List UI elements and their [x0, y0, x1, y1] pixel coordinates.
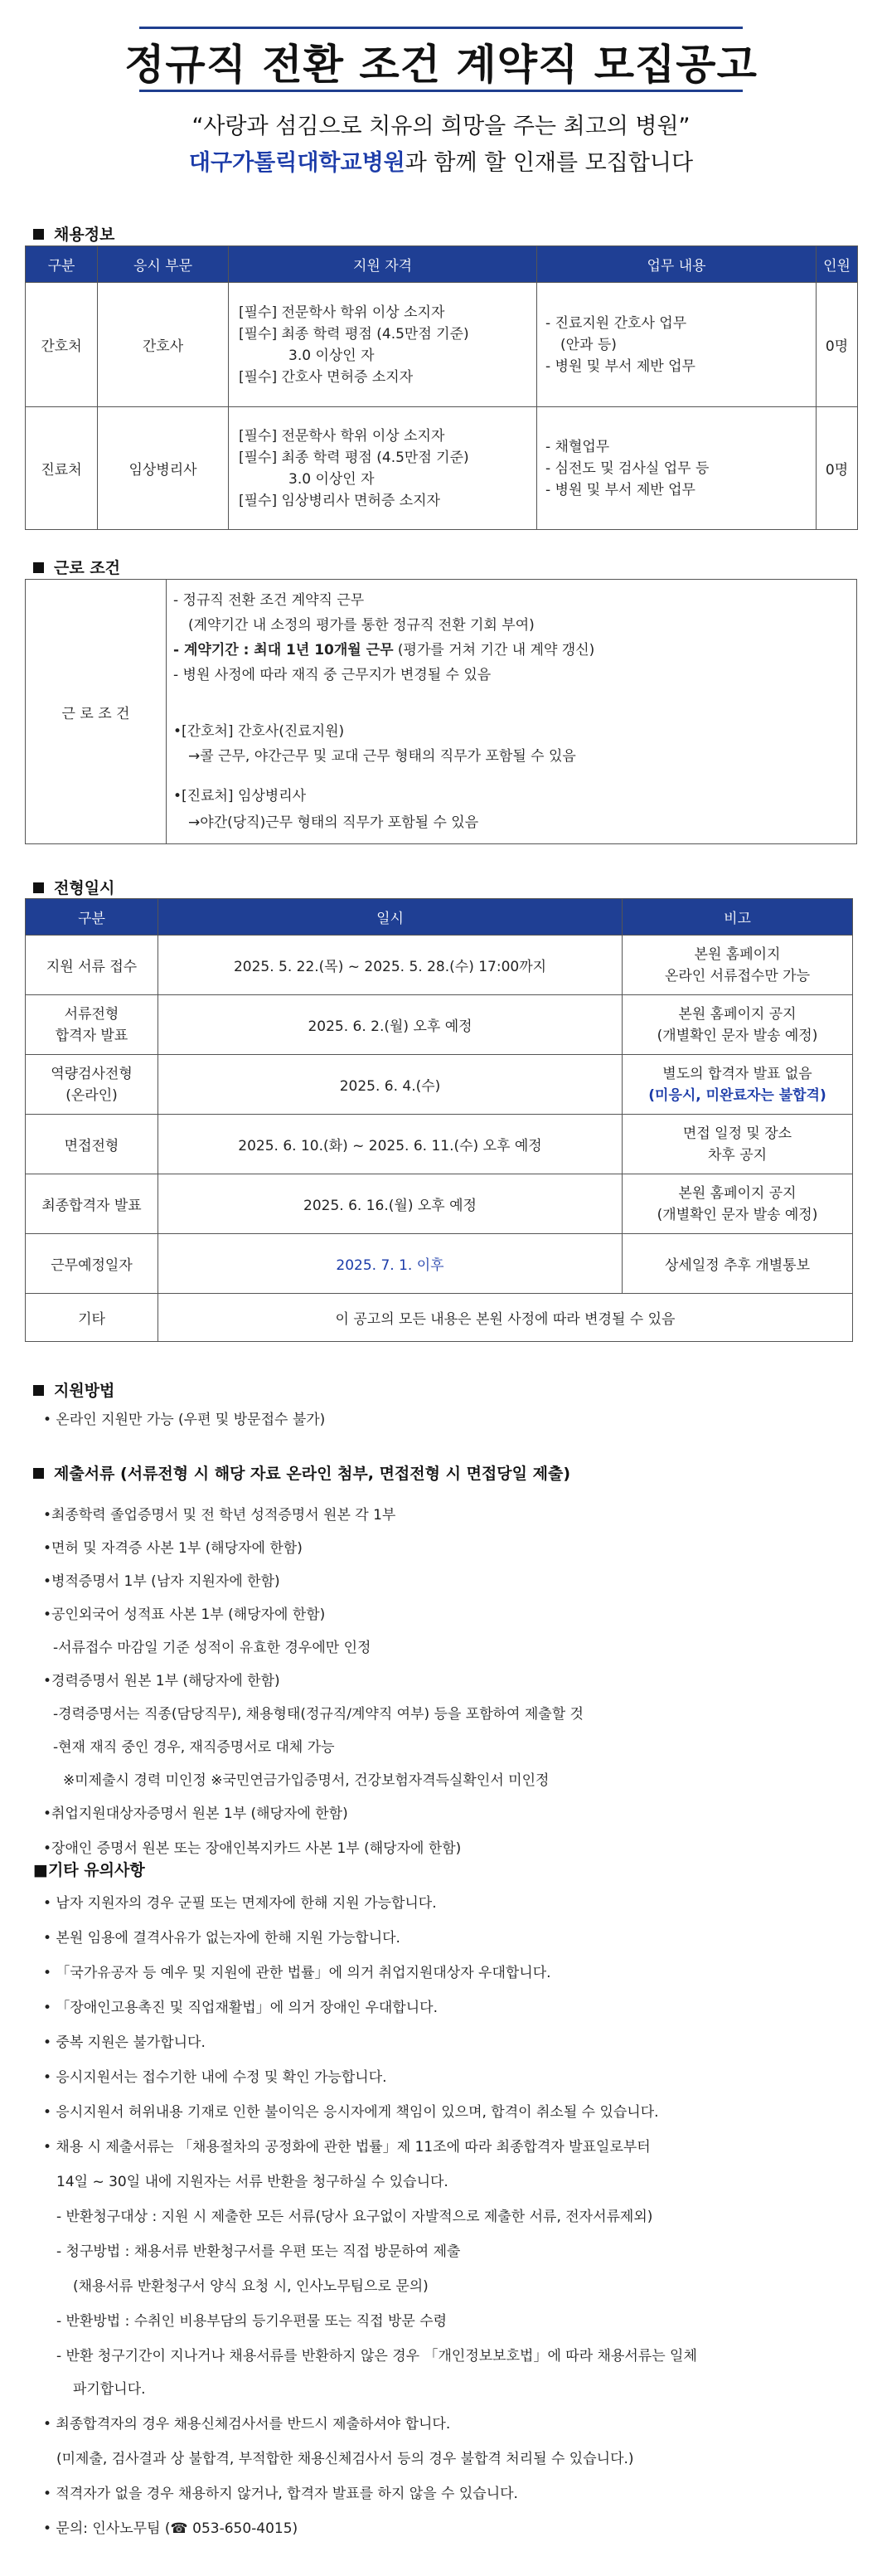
col-header: 일시	[158, 899, 623, 936]
table-row	[26, 283, 858, 407]
stage-cell: 서류전형 합격자 발표	[26, 995, 158, 1055]
bullet-square-icon	[33, 1385, 44, 1396]
section-schedule-heading: 전형일시	[33, 876, 114, 898]
col-header: 인원	[817, 246, 858, 283]
note-cell: 본원 홈페이지 공지 (개별확인 문자 발송 예정)	[623, 995, 853, 1055]
note-item: - 반환방법 : 수취인 비용부담의 등기우편물 또는 직접 방문 수령	[56, 2313, 448, 2330]
table-row	[26, 1115, 853, 1174]
section-docs-heading: 제출서류 (서류전형 시 해당 자료 온라인 첨부, 면접전형 시 면접당일 제출)	[33, 1461, 570, 1484]
note-cell: 본원 홈페이지 공지 (개별확인 문자 발송 예정)	[623, 1174, 853, 1234]
bullet-square-icon	[33, 882, 44, 893]
bullet-square-icon	[33, 1468, 44, 1479]
qualification-cell: [필수] 전문학사 학위 이상 소지자 [필수] 최종 학력 평점 (4.5만점 기준) 3.0 이상인 자 [필수] 임상병리사 면허증 소지자	[229, 407, 537, 530]
recruit-table	[25, 245, 858, 530]
subtitle	[0, 144, 882, 177]
work-line: •[간호처] 간호사(진료지원)	[173, 723, 345, 740]
table-row	[26, 1234, 853, 1294]
count-cell: 0명	[817, 407, 858, 530]
count-cell: 0명	[817, 283, 858, 407]
title-rule	[139, 90, 743, 92]
work-line: - 계약기간 : 최대 1년 10개월 근무 (평가를 거쳐 기간 내 계약 갱신)	[173, 642, 595, 659]
division-cell: 진료처	[26, 407, 98, 530]
qualification-cell: [필수] 전문학사 학위 이상 소지자 [필수] 최종 학력 평점 (4.5만점 기준) 3.0 이상인 자 [필수] 간호사 면허증 소지자	[229, 283, 537, 407]
doc-item: •장애인 증명서 원본 또는 장애인복지카드 사본 1부 (해당자에 한함)	[43, 1840, 462, 1857]
note-item: • 응시지원서 허위내용 기재로 인한 불이익은 응시자에게 책임이 있으며, 합격이 취소될 수 있습니다.	[43, 2104, 659, 2121]
date-cell: 2025. 6. 16.(월) 오후 예정	[158, 1174, 623, 1234]
note-item: • 적격자가 없을 경우 채용하지 않거나, 합격자 발표를 하지 않을 수 있습니다.	[43, 2486, 518, 2502]
note-cell: 상세일정 추후 개별통보	[623, 1234, 853, 1294]
doc-item: •병적증명서 1부 (남자 지원자에 한함)	[43, 1573, 280, 1590]
note-cell: 면접 일정 및 장소 차후 공지	[623, 1115, 853, 1174]
doc-item: •경력증명서 원본 1부 (해당자에 한함)	[43, 1673, 280, 1689]
note-item: - 청구방법 : 채용서류 반환청구서를 우편 또는 직접 방문하여 제출	[56, 2243, 461, 2260]
doc-item: -서류접수 마감일 기준 성적이 유효한 경우에만 인정	[53, 1640, 371, 1656]
etc-text-cell: 이 공고의 모든 내용은 본원 사정에 따라 변경될 수 있음	[158, 1294, 853, 1342]
date-cell: 2025. 7. 1. 이후	[158, 1234, 623, 1294]
bullet-square-icon	[33, 229, 44, 240]
duty-cell: - 채혈업무 - 심전도 및 검사실 업무 등 - 병원 및 부서 제반 업무	[537, 407, 817, 530]
division-cell: 간호처	[26, 283, 98, 407]
col-header: 비고	[623, 899, 853, 936]
apply-text: • 온라인 지원만 가능 (우편 및 방문접수 불가)	[43, 1412, 326, 1428]
col-header: 구분	[26, 246, 98, 283]
stage-cell: 최종합격자 발표	[26, 1174, 158, 1234]
note-item: • 본원 임용에 결격사유가 없는자에 한해 지원 가능합니다.	[43, 1930, 400, 1947]
work-label: 근 로 조 건	[26, 580, 167, 843]
doc-item: •공인외국어 성적표 사본 1부 (해당자에 한함)	[43, 1606, 326, 1623]
field-cell: 임상병리사	[98, 407, 229, 530]
work-line: →콜 근무, 야간근무 및 교대 근무 형태의 직무가 포함될 수 있음	[188, 748, 576, 765]
col-header: 지원 자격	[229, 246, 537, 283]
section-recruit-heading: 채용정보	[33, 222, 114, 245]
note-item: • 채용 시 제출서류는 「채용절차의 공정화에 관한 법률」제 11조에 따라 최종합격자 발표일로부터	[43, 2139, 651, 2156]
table-row	[26, 1174, 853, 1234]
doc-item: -경력증명서는 직종(담당직무), 채용형태(정규직/계약직 여부) 등을 포함하여 제출할 것	[53, 1706, 584, 1723]
doc-item: •면허 및 자격증 사본 1부 (해당자에 한함)	[43, 1540, 303, 1557]
page-title: 정규직 전환 조건 계약직 모집공고	[124, 41, 758, 89]
note-item: • 「장애인고용촉진 및 직업재활법」에 의거 장애인 우대합니다.	[43, 2000, 438, 2016]
doc-warning: ※미제출시 경력 미인정 ※국민연금가입증명서, 건강보험자격득실확인서 미인정	[63, 1772, 550, 1789]
etc-label-cell: 기타	[26, 1294, 158, 1342]
work-line: •[진료처] 임상병리사	[173, 788, 307, 804]
slogan: “사랑과 섬김으로 치유의 희망을 주는 최고의 병원”	[191, 114, 691, 139]
section-work-heading: 근로 조건	[33, 556, 120, 578]
date-cell: 2025. 6. 10.(화) ~ 2025. 6. 11.(수) 오후 예정	[158, 1115, 623, 1174]
subtitle-rest: 과 함께 할 인재를 모집합니다	[405, 150, 694, 176]
doc-item: •최종학력 졸업증명서 및 전 학년 성적증명서 원본 각 1부	[43, 1507, 396, 1524]
col-header: 구분	[26, 899, 158, 936]
col-header: 업무 내용	[537, 246, 817, 283]
note-item: • 「국가유공자 등 예우 및 지원에 관한 법률」에 의거 취업지원대상자 우대합니다.	[43, 1965, 551, 1981]
note-item: - 반환청구대상 : 지원 시 제출한 모든 서류(당사 요구없이 자발적으로 제출한 서류, 전자서류제외)	[56, 2209, 653, 2225]
duty-cell: - 진료지원 간호사 업무 (안과 등) - 병원 및 부서 제반 업무	[537, 283, 817, 407]
note-cell: 본원 홈페이지 온라인 서류접수만 가능	[623, 936, 853, 995]
table-row	[26, 995, 853, 1055]
note-item: - 반환 청구기간이 지나거나 채용서류를 반환하지 않은 경우 「개인정보보호법」에 따라 채용서류는 일체	[56, 2348, 697, 2365]
note-item: • 남자 지원자의 경우 군필 또는 면제자에 한해 지원 가능합니다.	[43, 1895, 437, 1912]
schedule-table	[25, 898, 853, 1342]
work-conditions-box	[25, 579, 857, 844]
contact-info: • 문의: 인사노무팀 (☎ 053-650-4015)	[43, 2520, 298, 2537]
note-item: • 최종합격자의 경우 채용신체검사서를 반드시 제출하셔야 합니다.	[43, 2416, 451, 2433]
work-line: - 병원 사정에 따라 재직 중 근무지가 변경될 수 있음	[173, 667, 492, 683]
note-item: 14일 ~ 30일 내에 지원자는 서류 반환을 청구하실 수 있습니다.	[56, 2174, 448, 2190]
recruit-header-row	[26, 246, 858, 283]
stage-cell: 면접전형	[26, 1115, 158, 1174]
note-cell: 별도의 합격자 발표 없음 (미응시, 미완료자는 불합격)	[623, 1055, 853, 1115]
date-cell: 2025. 5. 22.(목) ~ 2025. 5. 28.(수) 17:00까지	[158, 936, 623, 995]
note-item: (채용서류 반환청구서 양식 요청 시, 인사노무팀으로 문의)	[73, 2278, 429, 2295]
bullet-square-icon	[33, 562, 44, 573]
stage-cell: 지원 서류 접수	[26, 936, 158, 995]
stage-cell: 역량검사전형 (온라인)	[26, 1055, 158, 1115]
section-notes-heading: ■기타 유의사항	[33, 1861, 145, 1879]
schedule-header-row	[26, 899, 853, 936]
hospital-name: 대구가톨릭대학교병원	[188, 150, 405, 176]
note-item: (미제출, 검사결과 상 불합격, 부적합한 채용신체검사서 등의 경우 불합격 처리될 수 있습니다.)	[56, 2451, 634, 2467]
note-item: • 응시지원서는 접수기한 내에 수정 및 확인 가능합니다.	[43, 2069, 387, 2086]
work-line: (계약기간 내 소정의 평가를 통한 정규직 전환 기회 부여)	[188, 617, 535, 634]
table-row	[26, 1294, 853, 1342]
field-cell: 간호사	[98, 283, 229, 407]
note-item: 파기합니다.	[73, 2381, 146, 2398]
col-header: 응시 부문	[98, 246, 229, 283]
work-line: →야간(당직)근무 형태의 직무가 포함될 수 있음	[188, 814, 479, 831]
section-apply-heading: 지원방법	[33, 1378, 114, 1401]
doc-item: •취업지원대상자증명서 원본 1부 (해당자에 한함)	[43, 1806, 348, 1822]
top-rule	[139, 27, 743, 29]
table-row	[26, 407, 858, 530]
note-item: • 중복 지원은 불가합니다.	[43, 2034, 206, 2051]
work-line: - 정규직 전환 조건 계약직 근무	[173, 592, 365, 609]
table-row	[26, 936, 853, 995]
date-cell: 2025. 6. 4.(수)	[158, 1055, 623, 1115]
stage-cell: 근무예정일자	[26, 1234, 158, 1294]
doc-item: -현재 재직 중인 경우, 재직증명서로 대체 가능	[53, 1739, 335, 1756]
date-cell: 2025. 6. 2.(월) 오후 예정	[158, 995, 623, 1055]
table-row	[26, 1055, 853, 1115]
